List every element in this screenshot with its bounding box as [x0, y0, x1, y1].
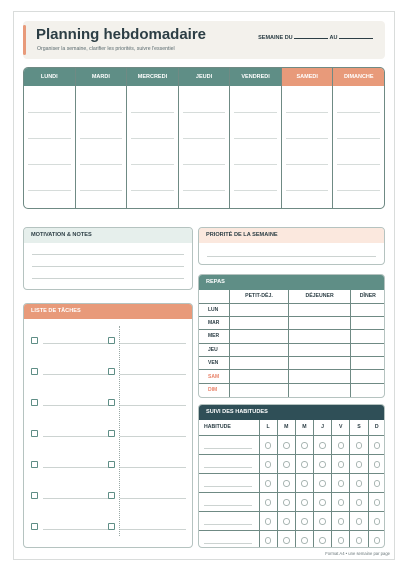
meal-cell[interactable] [229, 330, 289, 343]
habit-day-cell[interactable] [350, 492, 368, 511]
week-from-label: SEMAINE DU [258, 35, 293, 41]
meal-day-label: DIM [208, 387, 218, 394]
meal-row [199, 357, 385, 370]
habit-column-header: S [350, 420, 368, 435]
habit-check-circle[interactable] [283, 442, 290, 449]
day-header: DIMANCHE [333, 68, 384, 86]
meal-cell[interactable] [289, 370, 350, 383]
weekly-grid [23, 67, 385, 209]
habit-name-line[interactable] [204, 478, 252, 487]
note-line[interactable] [32, 266, 184, 267]
day-line [183, 190, 226, 191]
habit-day-cell[interactable] [259, 530, 277, 548]
habit-name-cell[interactable] [199, 473, 259, 492]
day-line [183, 138, 226, 139]
habit-check-circle[interactable] [356, 518, 363, 525]
habit-day-cell[interactable] [314, 511, 332, 530]
habit-column-header: M [277, 420, 295, 435]
meal-cell[interactable] [350, 303, 385, 316]
meal-day-label: MER [199, 330, 229, 343]
habit-row [199, 473, 385, 492]
habit-check-circle[interactable] [338, 518, 345, 525]
task-line[interactable] [43, 405, 109, 406]
page-footer: Format A4 • une semaine par page [325, 551, 390, 556]
meal-column-header: DÎNER [350, 290, 385, 303]
page-title: Planning hebdomadaire [36, 26, 207, 43]
habit-day-cell[interactable] [277, 435, 295, 454]
task-line[interactable] [120, 498, 186, 499]
meal-row [199, 370, 385, 383]
habit-check-circle[interactable] [265, 480, 272, 487]
day-lines [183, 86, 226, 208]
meals-title: REPAS [199, 275, 384, 290]
note-line[interactable] [32, 254, 184, 255]
day-line [183, 112, 226, 113]
habit-day-cell[interactable] [314, 530, 332, 548]
meal-cell[interactable] [229, 303, 289, 316]
habit-day-cell[interactable] [314, 473, 332, 492]
task-line[interactable] [43, 498, 109, 499]
priority-line[interactable] [207, 256, 376, 257]
habit-check-circle[interactable] [374, 499, 381, 506]
meal-cell[interactable] [350, 383, 385, 396]
meal-day-label: VEN [199, 357, 229, 370]
day-header: MERCREDI [127, 68, 178, 86]
habit-day-cell[interactable] [368, 492, 385, 511]
day-lines [80, 86, 123, 208]
habit-day-cell[interactable] [314, 454, 332, 473]
day-header: MARDI [76, 68, 127, 86]
habit-name-line[interactable] [204, 440, 252, 449]
habit-check-circle[interactable] [356, 461, 363, 468]
day-line [234, 138, 277, 139]
meal-day-label: SAM [199, 370, 229, 383]
habit-check-circle[interactable] [265, 537, 272, 544]
meal-cell[interactable] [229, 316, 289, 329]
meal-cell[interactable] [229, 370, 289, 383]
habit-check-circle[interactable] [301, 499, 308, 506]
habit-name-cell[interactable] [199, 454, 259, 473]
habit-day-cell[interactable] [368, 435, 385, 454]
habit-day-cell[interactable] [295, 435, 313, 454]
day-line [234, 190, 277, 191]
day-column[interactable] [282, 68, 334, 208]
day-line [286, 112, 329, 113]
motivation-notes-card [23, 227, 193, 290]
day-column[interactable] [76, 68, 128, 208]
task-checkbox[interactable] [31, 523, 38, 530]
meal-cell[interactable] [350, 343, 385, 356]
meal-row [199, 330, 385, 343]
habit-day-cell[interactable] [295, 454, 313, 473]
habit-column-header: L [259, 420, 277, 435]
day-line [234, 112, 277, 113]
task-line[interactable] [43, 436, 109, 437]
habit-day-cell[interactable] [295, 492, 313, 511]
habit-column-header: D [368, 420, 385, 435]
habit-row [199, 530, 385, 548]
meal-cell[interactable] [289, 383, 350, 396]
task-line[interactable] [43, 343, 109, 344]
task-line[interactable] [120, 467, 186, 468]
habit-name-cell[interactable] [199, 530, 259, 548]
meal-row [199, 343, 385, 356]
meal-cell[interactable] [289, 316, 350, 329]
habit-column-header: M [295, 420, 313, 435]
task-line[interactable] [43, 467, 109, 468]
day-line [80, 164, 123, 165]
day-line [234, 164, 277, 165]
meal-day-label: LUN [199, 303, 229, 316]
meal-day-label: MAR [199, 316, 229, 329]
habit-check-circle[interactable] [338, 537, 345, 544]
day-lines [286, 86, 329, 208]
task-checkbox[interactable] [108, 399, 115, 406]
habit-day-cell[interactable] [368, 454, 385, 473]
day-line [28, 164, 71, 165]
habit-day-cell[interactable] [277, 473, 295, 492]
day-column[interactable] [230, 68, 282, 208]
habit-column-header: J [314, 420, 332, 435]
habit-tracker-title: SUIVI DES HABITUDES [199, 405, 384, 420]
habit-name-cell[interactable] [199, 492, 259, 511]
day-line [28, 112, 71, 113]
habit-day-cell[interactable] [259, 435, 277, 454]
week-to-label: AU [329, 35, 338, 41]
task-checkbox[interactable] [108, 368, 115, 375]
task-checkbox[interactable] [108, 430, 115, 437]
day-line [286, 164, 329, 165]
habit-day-cell[interactable] [350, 435, 368, 454]
habit-day-cell[interactable] [350, 473, 368, 492]
habit-check-circle[interactable] [301, 442, 308, 449]
day-lines [28, 86, 71, 208]
task-checkbox[interactable] [31, 430, 38, 437]
task-checkbox[interactable] [31, 492, 38, 499]
habit-row [199, 511, 385, 530]
day-line [131, 190, 174, 191]
habit-check-circle[interactable] [338, 442, 345, 449]
habit-day-cell[interactable] [332, 511, 350, 530]
task-line[interactable] [120, 343, 186, 344]
motivation-notes-title: MOTIVATION & NOTES [24, 228, 192, 243]
meal-cell[interactable] [289, 303, 350, 316]
meals-card [198, 274, 385, 398]
day-line [80, 190, 123, 191]
habit-name-cell[interactable] [199, 435, 259, 454]
habit-day-cell[interactable] [368, 511, 385, 530]
day-header: VENDREDI [230, 68, 281, 86]
habit-day-cell[interactable] [277, 492, 295, 511]
habit-day-cell[interactable] [295, 511, 313, 530]
task-line[interactable] [120, 529, 186, 530]
habit-day-cell[interactable] [314, 492, 332, 511]
habit-name-line[interactable] [204, 459, 252, 468]
habit-check-circle[interactable] [301, 518, 308, 525]
day-column[interactable] [333, 68, 384, 208]
priority-title: PRIORITÉ DE LA SEMAINE [199, 228, 384, 243]
habit-day-cell[interactable] [259, 473, 277, 492]
meal-cell[interactable] [289, 343, 350, 356]
meal-cell[interactable] [350, 316, 385, 329]
habit-check-circle[interactable] [338, 480, 345, 487]
habit-check-circle[interactable] [356, 480, 363, 487]
day-line [28, 138, 71, 139]
habit-check-circle[interactable] [265, 461, 272, 468]
day-lines [131, 86, 174, 208]
habit-check-circle[interactable] [338, 499, 345, 506]
task-checkbox[interactable] [31, 461, 38, 468]
task-list-title: LISTE DE TÂCHES [24, 304, 192, 319]
habit-day-cell[interactable] [295, 473, 313, 492]
day-column[interactable] [179, 68, 231, 208]
day-header: LUNDI [24, 68, 75, 86]
day-line [80, 112, 123, 113]
page-header [23, 21, 385, 59]
task-checkbox[interactable] [108, 461, 115, 468]
meal-column-header [199, 290, 229, 303]
habit-check-circle[interactable] [283, 480, 290, 487]
day-line [286, 190, 329, 191]
habit-check-circle[interactable] [283, 518, 290, 525]
meal-row [199, 303, 385, 316]
day-line [80, 138, 123, 139]
day-line [337, 190, 380, 191]
page-subtitle: Organiser la semaine, clarifier les priorités, suivre l'essentiel [37, 46, 175, 52]
meal-row [199, 316, 385, 329]
habit-row [199, 492, 385, 511]
habit-day-cell[interactable] [332, 492, 350, 511]
habit-check-circle[interactable] [356, 537, 363, 544]
day-line [286, 138, 329, 139]
day-line [131, 164, 174, 165]
habit-check-circle[interactable] [374, 518, 381, 525]
task-line[interactable] [120, 436, 186, 437]
day-line [28, 190, 71, 191]
habit-day-cell[interactable] [259, 492, 277, 511]
habit-name-line[interactable] [204, 535, 252, 544]
habit-day-cell[interactable] [368, 473, 385, 492]
habit-day-cell[interactable] [277, 530, 295, 548]
habit-day-cell[interactable] [332, 530, 350, 548]
habit-day-cell[interactable] [350, 511, 368, 530]
task-line[interactable] [43, 374, 109, 375]
habit-table [199, 420, 385, 548]
meal-cell[interactable] [350, 370, 385, 383]
habit-day-cell[interactable] [259, 511, 277, 530]
meal-column-header: DÉJEUNER [289, 290, 350, 303]
habit-check-circle[interactable] [374, 480, 381, 487]
habit-day-cell[interactable] [332, 454, 350, 473]
meal-cell[interactable] [229, 357, 289, 370]
meal-row [199, 383, 385, 396]
week-from-line[interactable] [294, 33, 328, 39]
task-checkbox[interactable] [31, 337, 38, 344]
habit-day-cell[interactable] [332, 473, 350, 492]
meal-day-label: JEU [199, 343, 229, 356]
habit-check-circle[interactable] [356, 499, 363, 506]
meal-cell[interactable] [289, 330, 350, 343]
meal-column-header: PETIT-DÉJ. [229, 290, 289, 303]
meal-cell[interactable] [229, 383, 289, 396]
day-line [131, 138, 174, 139]
day-line [337, 138, 380, 139]
habit-day-cell[interactable] [332, 435, 350, 454]
habit-tracker-card [198, 404, 385, 548]
habit-day-cell[interactable] [368, 530, 385, 548]
header-accent-bar [23, 25, 26, 55]
habit-check-circle[interactable] [319, 537, 326, 544]
habit-day-cell[interactable] [314, 435, 332, 454]
habit-check-circle[interactable] [265, 518, 272, 525]
task-checkbox[interactable] [108, 337, 115, 344]
meal-cell[interactable] [289, 357, 350, 370]
habit-check-circle[interactable] [283, 537, 290, 544]
habit-day-cell[interactable] [277, 511, 295, 530]
habit-check-circle[interactable] [374, 442, 381, 449]
task-checkbox[interactable] [31, 368, 38, 375]
week-to-line[interactable] [339, 33, 373, 39]
day-line [131, 112, 174, 113]
habit-check-circle[interactable] [265, 499, 272, 506]
habit-check-circle[interactable] [283, 461, 290, 468]
habit-row [199, 454, 385, 473]
habit-check-circle[interactable] [319, 499, 326, 506]
task-checkbox[interactable] [108, 492, 115, 499]
task-list-card [23, 303, 193, 548]
habit-check-circle[interactable] [301, 480, 308, 487]
task-line[interactable] [43, 529, 109, 530]
habit-day-cell[interactable] [277, 454, 295, 473]
day-lines [234, 86, 277, 208]
habit-check-circle[interactable] [265, 442, 272, 449]
habit-day-cell[interactable] [350, 530, 368, 548]
habit-check-circle[interactable] [319, 518, 326, 525]
day-column[interactable] [24, 68, 76, 208]
task-line[interactable] [120, 374, 186, 375]
day-line [337, 164, 380, 165]
habit-check-circle[interactable] [338, 461, 345, 468]
habit-column-header: HABITUDE [199, 420, 259, 435]
meal-cell[interactable] [350, 330, 385, 343]
habit-check-circle[interactable] [374, 537, 381, 544]
task-checkbox[interactable] [108, 523, 115, 530]
habit-check-circle[interactable] [319, 461, 326, 468]
day-column[interactable] [127, 68, 179, 208]
habit-day-cell[interactable] [295, 530, 313, 548]
habit-row [199, 435, 385, 454]
day-header: SAMEDI [282, 68, 333, 86]
day-line [183, 164, 226, 165]
day-header: JEUDI [179, 68, 230, 86]
day-line [337, 112, 380, 113]
meals-table [199, 290, 385, 397]
habit-check-circle[interactable] [283, 499, 290, 506]
day-lines [337, 86, 380, 208]
meal-cell[interactable] [350, 357, 385, 370]
habit-day-cell[interactable] [259, 454, 277, 473]
priority-card [198, 227, 385, 265]
task-line[interactable] [120, 405, 186, 406]
habit-check-circle[interactable] [374, 461, 381, 468]
habit-check-circle[interactable] [319, 442, 326, 449]
week-range-field[interactable] [258, 33, 373, 41]
habit-check-circle[interactable] [356, 442, 363, 449]
habit-check-circle[interactable] [301, 537, 308, 544]
task-column-divider [119, 326, 120, 536]
habit-check-circle[interactable] [301, 461, 308, 468]
note-line[interactable] [32, 278, 184, 279]
habit-name-cell[interactable] [199, 511, 259, 530]
habit-check-circle[interactable] [319, 480, 326, 487]
habit-name-line[interactable] [204, 516, 252, 525]
habit-day-cell[interactable] [350, 454, 368, 473]
habit-column-header: V [332, 420, 350, 435]
meal-cell[interactable] [229, 343, 289, 356]
task-checkbox[interactable] [31, 399, 38, 406]
habit-name-line[interactable] [204, 497, 252, 506]
